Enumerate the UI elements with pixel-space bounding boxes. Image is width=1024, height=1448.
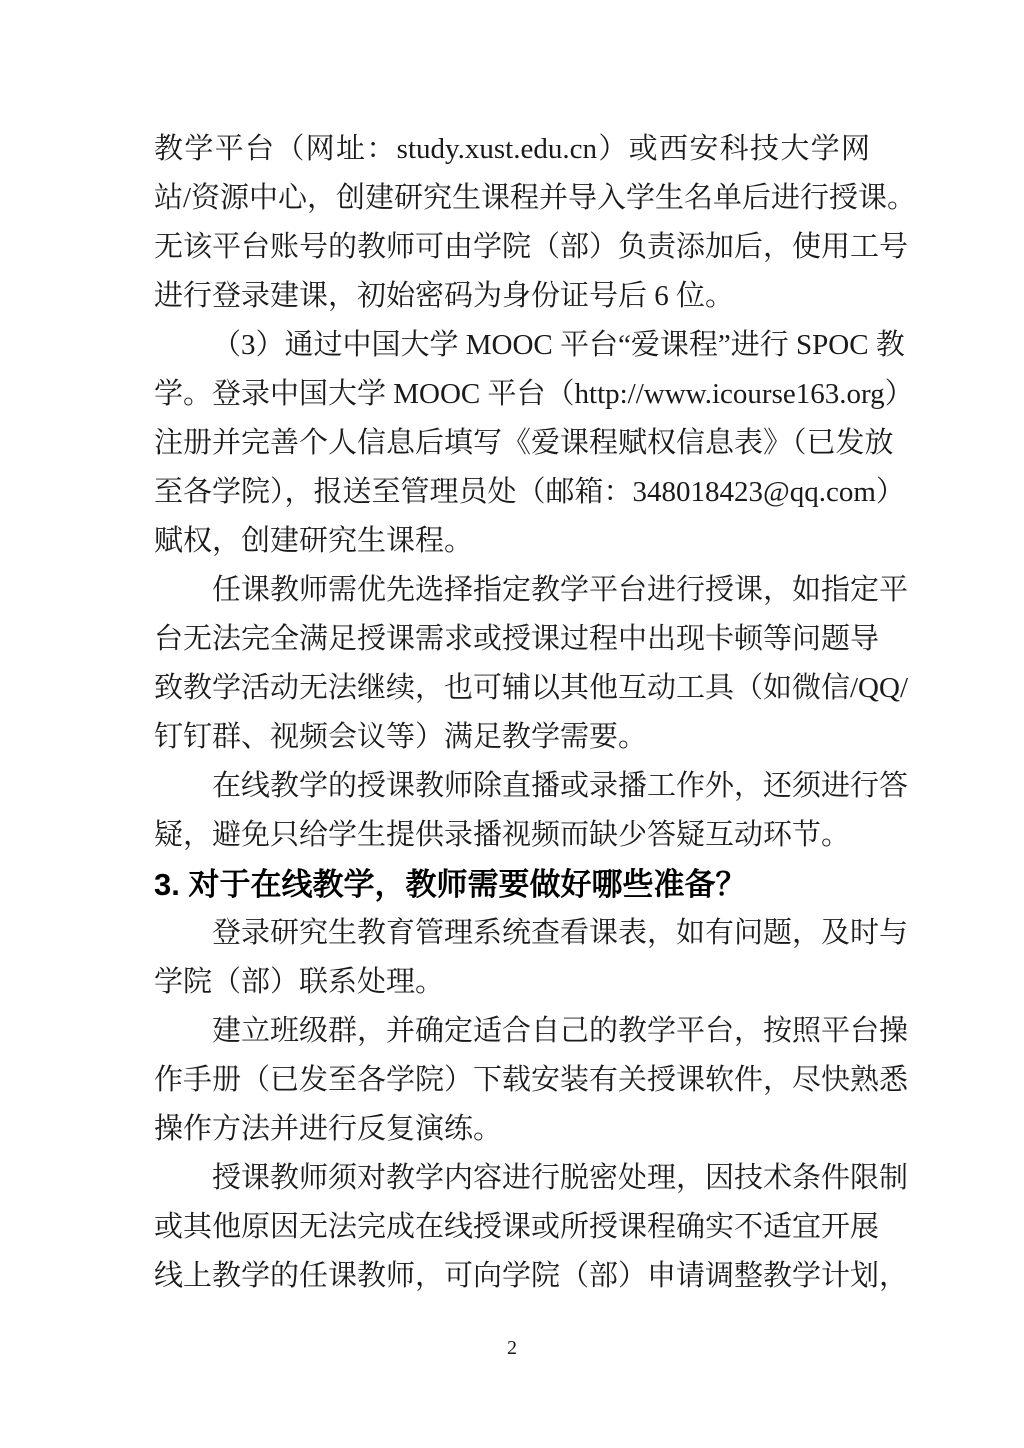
page-number: 2 xyxy=(507,1337,517,1359)
text-line: 建立班级群，并确定适合自己的教学平台，按照平台操 xyxy=(212,1015,909,1047)
text-line: 任课教师需优先选择指定教学平台进行授课，如指定平 xyxy=(212,574,909,606)
text-line: 授课教师须对教学内容进行脱密处理，因技术条件限制 xyxy=(212,1162,909,1194)
paragraph xyxy=(154,566,909,762)
text-line: 操作方法并进行反复演练。 xyxy=(154,1113,503,1145)
text-line: 致教学活动无法继续，也可辅以其他互动工具（如微信/QQ/ xyxy=(154,672,909,704)
text-line: 台无法完全满足授课需求或授课过程中出现卡顿等问题导 xyxy=(154,623,880,655)
text-line: 登录研究生教育管理系统查看课表，如有问题，及时与 xyxy=(212,917,909,949)
text-line: 教学平台（网址：study.xust.edu.cn）或西安科技大学网 xyxy=(154,133,870,165)
text-line: 疑，避免只给学生提供录播视频而缺少答疑互动环节。 xyxy=(154,819,851,851)
text-line: 进行登录建课，初始密码为身份证号后 6 位。 xyxy=(154,280,735,312)
text-line: （3）通过中国大学 MOOC 平台“爱课程”进行 SPOC 教 xyxy=(212,329,905,361)
text-line: 赋权，创建研究生课程。 xyxy=(154,525,474,557)
text-line: 注册并完善个人信息后填写《爱课程赋权信息表》（已发放 xyxy=(154,427,894,459)
section-heading xyxy=(154,860,870,909)
paragraph xyxy=(154,321,914,566)
text-line: 学院（部）联系处理。 xyxy=(154,966,445,998)
text-line: 作手册（已发至各学院）下载安装有关授课软件，尽快熟悉 xyxy=(154,1064,909,1096)
paragraph xyxy=(154,1007,909,1154)
text-line: 无该平台账号的教师可由学院（部）负责添加后，使用工号 xyxy=(154,231,909,263)
text-line: 线上教学的任课教师，可向学院（部）申请调整教学计划， xyxy=(154,1260,909,1292)
text-line: 至各学院），报送至管理员处（邮箱：348018423@qq.com） xyxy=(154,476,905,508)
paragraph xyxy=(154,909,909,1007)
text-line: 在线教学的授课教师除直播或录播工作外，还须进行答 xyxy=(212,770,909,802)
text-line: 钉钉群、视频会议等）满足教学需要。 xyxy=(154,721,648,753)
section-heading-text: 3. 对于在线教学，教师需要做好哪些准备？ xyxy=(154,867,747,902)
paragraph xyxy=(154,1154,909,1301)
text-line: 学。登录中国大学 MOOC 平台（http://www.icourse163.org） xyxy=(154,378,914,410)
document-body xyxy=(154,125,917,1301)
text-line: 站/资源中心，创建研究生课程并导入学生名单后进行授课。 xyxy=(154,182,917,214)
paragraph xyxy=(154,125,917,321)
text-line: 或其他原因无法完成在线授课或所授课程确实不适宜开展 xyxy=(154,1211,880,1243)
paragraph xyxy=(154,762,909,860)
